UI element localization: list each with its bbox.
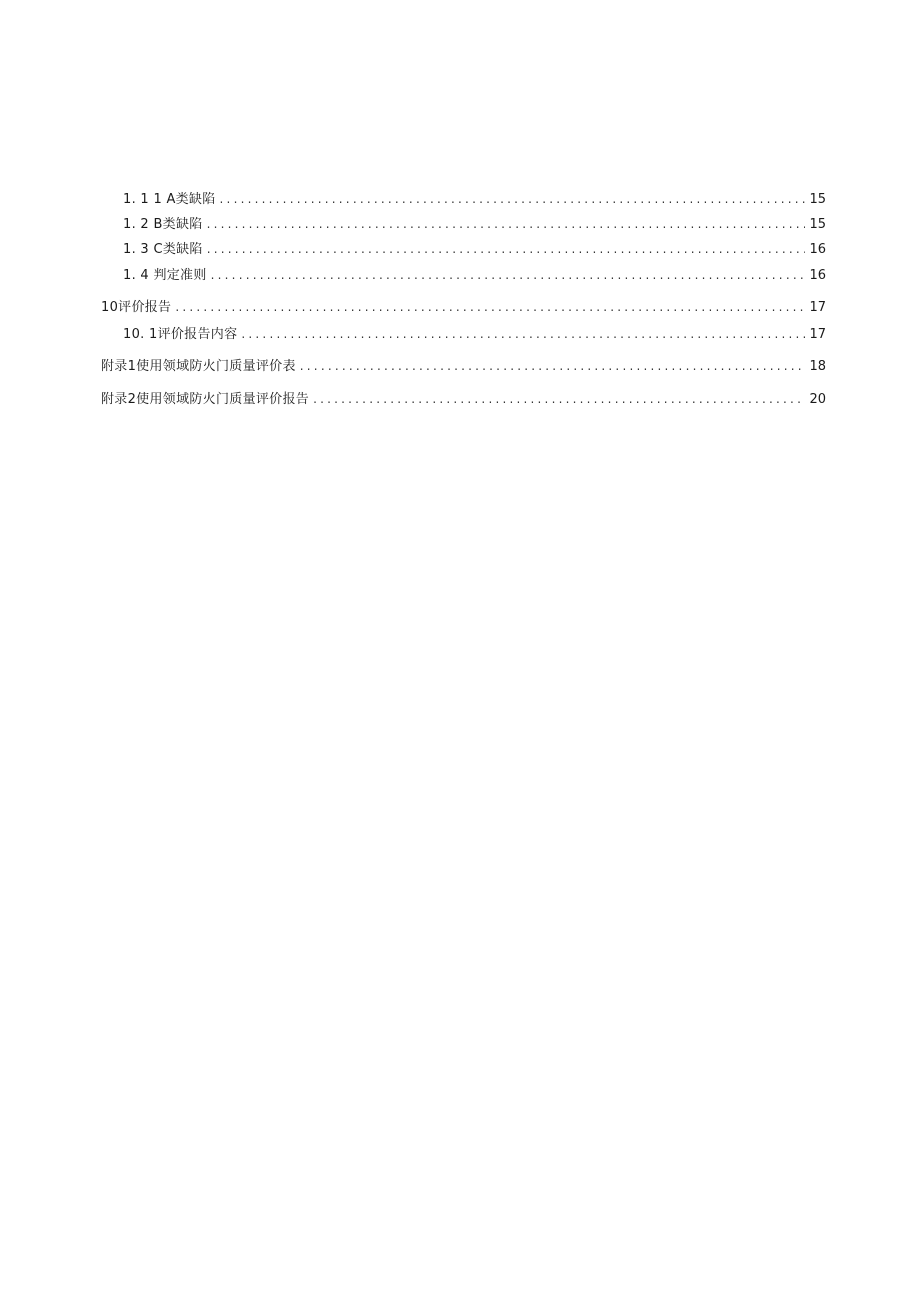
dot-leader [241,325,805,343]
toc-entry-page-number: 17 [809,327,826,342]
dot-leader [300,357,806,375]
toc-entry-label: 10评价报告 [101,300,172,315]
toc-entry-page-number: 15 [809,217,826,232]
toc-entry [123,240,826,259]
toc-entry [101,357,826,376]
toc-entry-page-number: 18 [809,359,826,374]
dot-leader [313,390,805,408]
toc-entry [123,325,826,344]
toc-entry [101,390,826,409]
dot-leader [175,298,805,316]
toc-entry-label: 1. 1 1 A类缺陷 [123,192,216,207]
toc-entry [101,298,826,317]
toc-entry-label: 10. 1评价报告内容 [123,327,238,342]
toc-entry [123,190,826,209]
toc-entry-page-number: 17 [809,300,826,315]
toc-entry-page-number: 20 [809,392,826,407]
toc-entry-label: 附录2使用领域防火门质量评价报告 [101,392,310,407]
dot-leader [220,190,806,208]
toc-entry-page-number: 16 [809,242,826,257]
toc-entry-label: 附录1使用领域防火门质量评价表 [101,359,296,374]
dot-leader [211,266,806,284]
toc-entry-label: 1. 2 B类缺陷 [123,217,203,232]
toc-entry-page-number: 15 [809,192,826,207]
toc-entry [123,266,826,285]
toc-entry [123,215,826,234]
dot-leader [207,240,806,258]
toc-entry-page-number: 16 [809,268,826,283]
dot-leader [207,215,806,233]
toc-entry-label: 1. 4 判定准则 [123,268,207,283]
toc-entry-label: 1. 3 C类缺陷 [123,242,203,257]
